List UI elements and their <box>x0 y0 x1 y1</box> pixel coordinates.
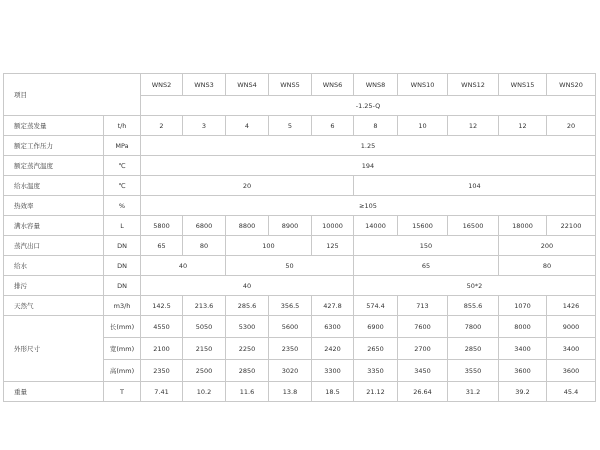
row-efficiency <box>4 196 596 216</box>
table-cell: 18.5 <box>312 382 354 402</box>
model-header: WNS6 <box>312 74 354 96</box>
table-cell: 39.2 <box>499 382 547 402</box>
model-header: WNS12 <box>448 74 499 96</box>
row-label: 给水温度 <box>4 176 104 196</box>
table-cell: 104 <box>354 176 596 196</box>
table-cell: 8 <box>354 116 398 136</box>
model-header: WNS2 <box>141 74 183 96</box>
row-label: 天然气 <box>4 296 104 316</box>
table-cell: 10.2 <box>183 382 226 402</box>
table-cell: 5050 <box>183 316 226 338</box>
row-unit: ℃ <box>104 156 141 176</box>
row-unit: DN <box>104 256 141 276</box>
row-label: 额定蒸汽温度 <box>4 156 104 176</box>
table-cell: 12 <box>499 116 547 136</box>
table-cell: 2150 <box>183 338 226 360</box>
table-cell: 3300 <box>312 360 354 382</box>
row-steam-temp <box>4 156 596 176</box>
model-header: WNS20 <box>547 74 596 96</box>
row-unit: 长(mm) <box>104 316 141 338</box>
row-unit: L <box>104 216 141 236</box>
table-cell: 142.5 <box>141 296 183 316</box>
project-label: 项目 <box>4 74 141 116</box>
table-cell: 3 <box>183 116 226 136</box>
row-label: 排污 <box>4 276 104 296</box>
row-unit: m3/h <box>104 296 141 316</box>
table-cell: 2700 <box>398 338 448 360</box>
table-cell: 213.6 <box>183 296 226 316</box>
row-unit: ℃ <box>104 176 141 196</box>
table-cell: 5600 <box>269 316 312 338</box>
table-cell: 1.25 <box>141 136 596 156</box>
table-cell: 26.64 <box>398 382 448 402</box>
table-cell: 40 <box>141 276 354 296</box>
row-unit: % <box>104 196 141 216</box>
header-row <box>4 74 596 96</box>
row-unit: t/h <box>104 116 141 136</box>
table-cell: 4550 <box>141 316 183 338</box>
row-unit: DN <box>104 276 141 296</box>
row-label: 给水 <box>4 256 104 276</box>
row-pressure <box>4 136 596 156</box>
table-cell: 7600 <box>398 316 448 338</box>
row-evaporation <box>4 116 596 136</box>
table-cell: 80 <box>183 236 226 256</box>
table-cell: 3550 <box>448 360 499 382</box>
table-cell: 5300 <box>226 316 269 338</box>
table-cell: 11.6 <box>226 382 269 402</box>
row-unit: DN <box>104 236 141 256</box>
table-cell: 6800 <box>183 216 226 236</box>
table-cell: 7800 <box>448 316 499 338</box>
row-unit: MPa <box>104 136 141 156</box>
model-header: WNS5 <box>269 74 312 96</box>
model-header: WNS10 <box>398 74 448 96</box>
row-label: 满水容量 <box>4 216 104 236</box>
model-header: WNS8 <box>354 74 398 96</box>
table-cell: 10000 <box>312 216 354 236</box>
table-cell: 2 <box>141 116 183 136</box>
table-cell: 6300 <box>312 316 354 338</box>
table-cell: 1070 <box>499 296 547 316</box>
table-cell: 574.4 <box>354 296 398 316</box>
table-cell: 14000 <box>354 216 398 236</box>
table-cell: 3350 <box>354 360 398 382</box>
model-header: WNS4 <box>226 74 269 96</box>
table-cell: 22100 <box>547 216 596 236</box>
table-cell: 3400 <box>499 338 547 360</box>
table-cell: 194 <box>141 156 596 176</box>
table-cell: 2100 <box>141 338 183 360</box>
row-label: 额定蒸发量 <box>4 116 104 136</box>
boiler-spec-table <box>3 73 596 402</box>
table-cell: 9000 <box>547 316 596 338</box>
row-feedwater <box>4 256 596 276</box>
row-label: 热效率 <box>4 196 104 216</box>
row-gas <box>4 296 596 316</box>
row-water-volume <box>4 216 596 236</box>
row-unit: 宽(mm) <box>104 338 141 360</box>
table-cell: 2650 <box>354 338 398 360</box>
table-cell: 200 <box>499 236 596 256</box>
table-cell: 3400 <box>547 338 596 360</box>
table-cell: 1426 <box>547 296 596 316</box>
table-cell: 80 <box>499 256 596 276</box>
table-cell: 2350 <box>269 338 312 360</box>
table-cell: 150 <box>354 236 499 256</box>
model-suffix: -1.25-Q <box>141 96 596 116</box>
table-cell: ≥105 <box>141 196 596 216</box>
table-cell: 855.6 <box>448 296 499 316</box>
table-cell: 2350 <box>141 360 183 382</box>
table-cell: 13.8 <box>269 382 312 402</box>
table-cell: 8900 <box>269 216 312 236</box>
row-feedwater-temp <box>4 176 596 196</box>
model-header: WNS15 <box>499 74 547 96</box>
row-label: 额定工作压力 <box>4 136 104 156</box>
row-unit: 高(mm) <box>104 360 141 382</box>
table-cell: 21.12 <box>354 382 398 402</box>
table-cell: 20 <box>547 116 596 136</box>
table-cell: 40 <box>141 256 226 276</box>
table-cell: 20 <box>141 176 354 196</box>
row-label: 蒸汽出口 <box>4 236 104 256</box>
table-cell: 8000 <box>499 316 547 338</box>
table-cell: 8800 <box>226 216 269 236</box>
row-dim-length <box>4 316 596 338</box>
table-cell: 50*2 <box>354 276 596 296</box>
table-cell: 4 <box>226 116 269 136</box>
table-cell: 50 <box>226 256 354 276</box>
table-cell: 356.5 <box>269 296 312 316</box>
table-cell: 10 <box>398 116 448 136</box>
table-cell: 6900 <box>354 316 398 338</box>
table-cell: 3450 <box>398 360 448 382</box>
table-cell: 7.41 <box>141 382 183 402</box>
table-cell: 16500 <box>448 216 499 236</box>
table-cell: 45.4 <box>547 382 596 402</box>
table-cell: 2500 <box>183 360 226 382</box>
table-cell: 3020 <box>269 360 312 382</box>
table-cell: 3600 <box>547 360 596 382</box>
table-cell: 12 <box>448 116 499 136</box>
table-cell: 427.8 <box>312 296 354 316</box>
table-cell: 713 <box>398 296 448 316</box>
row-label: 外形尺寸 <box>4 316 104 382</box>
table-cell: 5800 <box>141 216 183 236</box>
table-cell: 18000 <box>499 216 547 236</box>
row-steam-outlet <box>4 236 596 256</box>
table-cell: 2850 <box>226 360 269 382</box>
table-cell: 31.2 <box>448 382 499 402</box>
table-cell: 65 <box>354 256 499 276</box>
table-cell: 2250 <box>226 338 269 360</box>
table-cell: 6 <box>312 116 354 136</box>
table-cell: 15600 <box>398 216 448 236</box>
row-blowdown <box>4 276 596 296</box>
row-label: 重量 <box>4 382 104 402</box>
row-weight <box>4 382 596 402</box>
table-cell: 2850 <box>448 338 499 360</box>
table-cell: 285.6 <box>226 296 269 316</box>
table-cell: 3600 <box>499 360 547 382</box>
row-unit: T <box>104 382 141 402</box>
table-cell: 5 <box>269 116 312 136</box>
table-cell: 65 <box>141 236 183 256</box>
table-cell: 125 <box>312 236 354 256</box>
table-cell: 2420 <box>312 338 354 360</box>
table-cell: 100 <box>226 236 312 256</box>
model-header: WNS3 <box>183 74 226 96</box>
